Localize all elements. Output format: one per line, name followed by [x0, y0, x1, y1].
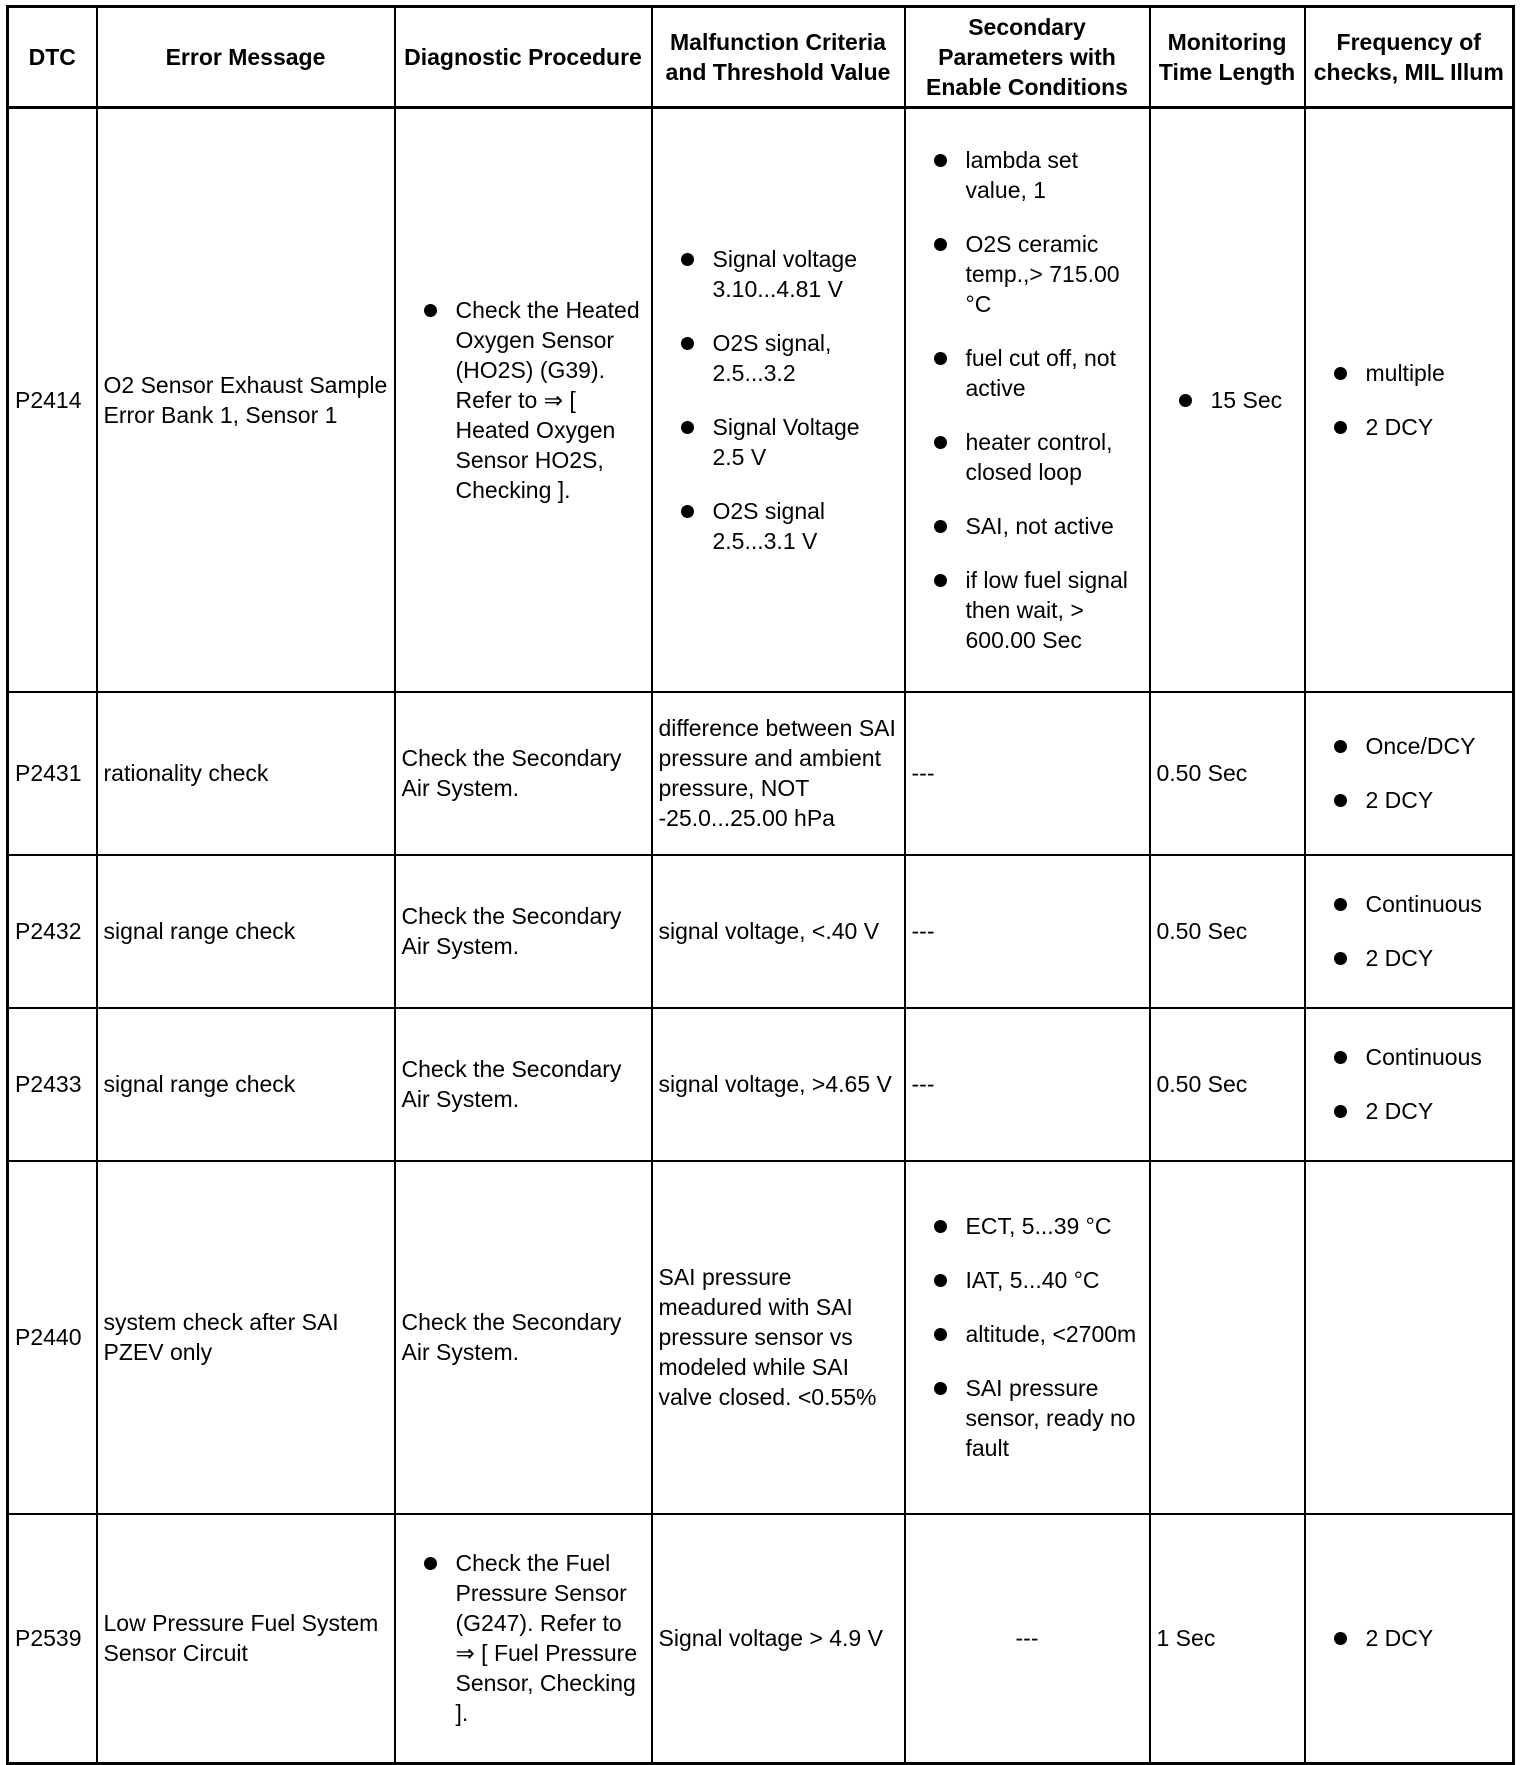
list-item: O2S ceramic temp.,> 715.00 °C — [912, 229, 1143, 319]
list-item: fuel cut off, not active — [912, 343, 1143, 403]
monitoring-time-cell — [1150, 108, 1305, 692]
frequency-cell — [1305, 1514, 1514, 1764]
bullet-icon — [424, 1557, 437, 1570]
bullet-icon — [934, 238, 947, 251]
list-item: Continuous — [1312, 1042, 1507, 1072]
error-message-cell: rationality check — [97, 692, 395, 855]
bullet-list — [912, 145, 1143, 655]
list-item: Continuous — [1312, 889, 1507, 919]
bullet-icon — [681, 253, 694, 266]
frequency-cell — [1305, 108, 1514, 692]
frequency-cell — [1305, 855, 1514, 1008]
error-message-cell: signal range check — [97, 1008, 395, 1161]
monitoring-time-cell: 1 Sec — [1150, 1514, 1305, 1764]
header-error-message: Error Message — [97, 7, 395, 108]
bullet-icon — [424, 304, 437, 317]
bullet-icon — [1334, 898, 1347, 911]
error-message-cell: O2 Sensor Exhaust Sample Error Bank 1, Sensor 1 — [97, 108, 395, 692]
malfunction-criteria-cell: signal voltage, <.40 V — [652, 855, 905, 1008]
secondary-parameters-cell: --- — [905, 1514, 1150, 1764]
bullet-list — [912, 1211, 1143, 1463]
bullet-icon — [1334, 952, 1347, 965]
list-item: O2S signal 2.5...3.1 V — [659, 496, 898, 556]
header-secondary-parameters: Secondary Parameters with Enable Conditions — [905, 7, 1150, 108]
header-diagnostic-procedure: Diagnostic Procedure — [395, 7, 652, 108]
monitoring-time-cell: 0.50 Sec — [1150, 692, 1305, 855]
list-item: SAI, not active — [912, 511, 1143, 541]
bullet-icon — [934, 154, 947, 167]
bullet-icon — [681, 337, 694, 350]
secondary-parameters-cell: --- — [905, 855, 1150, 1008]
diagnostic-procedure-cell: Check the Secondary Air System. — [395, 855, 652, 1008]
bullet-list — [1157, 385, 1298, 415]
bullet-icon — [934, 520, 947, 533]
dtc-table — [6, 5, 1515, 1765]
table-row-p2433 — [8, 1008, 1514, 1161]
bullet-list — [402, 295, 645, 505]
bullet-icon — [1334, 794, 1347, 807]
list-item: 2 DCY — [1312, 943, 1507, 973]
secondary-parameters-cell: --- — [905, 692, 1150, 855]
bullet-list — [1312, 1042, 1507, 1126]
dtc-cell: P2433 — [8, 1008, 97, 1161]
bullet-list — [659, 244, 898, 556]
error-message-cell: Low Pressure Fuel System Sensor Circuit — [97, 1514, 395, 1764]
diagnostic-procedure-cell: Check the Secondary Air System. — [395, 1161, 652, 1514]
frequency-cell — [1305, 1161, 1514, 1514]
bullet-icon — [934, 1274, 947, 1287]
malfunction-criteria-cell: signal voltage, >4.65 V — [652, 1008, 905, 1161]
bullet-icon — [1334, 740, 1347, 753]
table-row-p2432 — [8, 855, 1514, 1008]
bullet-icon — [681, 505, 694, 518]
bullet-icon — [934, 1328, 947, 1341]
frequency-cell — [1305, 1008, 1514, 1161]
dtc-cell: P2431 — [8, 692, 97, 855]
bullet-list — [1312, 889, 1507, 973]
bullet-icon — [934, 1382, 947, 1395]
diagnostic-procedure-cell — [395, 1514, 652, 1764]
list-item: ECT, 5...39 °C — [912, 1211, 1143, 1241]
bullet-icon — [1334, 1105, 1347, 1118]
list-item: Signal Voltage 2.5 V — [659, 412, 898, 472]
list-item: 2 DCY — [1312, 412, 1507, 442]
bullet-icon — [1334, 367, 1347, 380]
header-monitoring-time: Monitoring Time Length — [1150, 7, 1305, 108]
header-dtc: DTC — [8, 7, 97, 108]
malfunction-criteria-cell: difference between SAI pressure and ambient pressure, NOT -25.0...25.00 hPa — [652, 692, 905, 855]
bullet-list — [1312, 358, 1507, 442]
bullet-icon — [1334, 1632, 1347, 1645]
bullet-icon — [934, 436, 947, 449]
list-item: O2S signal, 2.5...3.2 — [659, 328, 898, 388]
list-item: 2 DCY — [1312, 1096, 1507, 1126]
table-row-p2431 — [8, 692, 1514, 855]
dtc-cell: P2440 — [8, 1161, 97, 1514]
bullet-icon — [1334, 421, 1347, 434]
dtc-cell: P2414 — [8, 108, 97, 692]
list-item: 2 DCY — [1312, 1623, 1507, 1653]
secondary-parameters-cell — [905, 108, 1150, 692]
list-item: heater control, closed loop — [912, 427, 1143, 487]
monitoring-time-cell: 0.50 Sec — [1150, 1008, 1305, 1161]
bullet-list — [402, 1548, 645, 1728]
error-message-cell: signal range check — [97, 855, 395, 1008]
malfunction-criteria-cell: SAI pressure meadured with SAI pressure sensor vs modeled while SAI valve closed. <0.55% — [652, 1161, 905, 1514]
diagnostic-procedure-cell: Check the Secondary Air System. — [395, 692, 652, 855]
bullet-icon — [681, 421, 694, 434]
secondary-parameters-cell — [905, 1161, 1150, 1514]
list-item: 2 DCY — [1312, 785, 1507, 815]
diagnostic-procedure-cell — [395, 108, 652, 692]
list-item: multiple — [1312, 358, 1507, 388]
list-item: Check the Fuel Pressure Sensor (G247). Refer to ⇒ [ Fuel Pressure Sensor, Checking ]. — [402, 1548, 645, 1728]
bullet-icon — [934, 1220, 947, 1233]
list-item: lambda set value, 1 — [912, 145, 1143, 205]
malfunction-criteria-cell — [652, 108, 905, 692]
bullet-icon — [934, 574, 947, 587]
dtc-cell: P2539 — [8, 1514, 97, 1764]
table-row-p2440 — [8, 1161, 1514, 1514]
header-row — [8, 7, 1514, 108]
monitoring-time-cell: 0.50 Sec — [1150, 855, 1305, 1008]
bullet-list — [1312, 731, 1507, 815]
bullet-icon — [934, 352, 947, 365]
secondary-parameters-cell: --- — [905, 1008, 1150, 1161]
table-row-p2414 — [8, 108, 1514, 692]
header-malfunction-criteria: Malfunction Criteria and Threshold Value — [652, 7, 905, 108]
list-item: Check the Heated Oxygen Sensor (HO2S) (G39). Refer to ⇒ [ Heated Oxygen Sensor HO2S, Checking ]. — [402, 295, 645, 505]
bullet-icon — [1179, 394, 1192, 407]
list-item: Once/DCY — [1312, 731, 1507, 761]
error-message-cell: system check after SAI PZEV only — [97, 1161, 395, 1514]
monitoring-time-cell — [1150, 1161, 1305, 1514]
table-row-p2539 — [8, 1514, 1514, 1764]
list-item: Signal voltage 3.10...4.81 V — [659, 244, 898, 304]
list-item: altitude, <2700m — [912, 1319, 1143, 1349]
bullet-icon — [1334, 1051, 1347, 1064]
header-frequency: Frequency of checks, MIL Illum — [1305, 7, 1514, 108]
diagnostic-procedure-cell: Check the Secondary Air System. — [395, 1008, 652, 1161]
list-item: if low fuel signal then wait, > 600.00 Sec — [912, 565, 1143, 655]
bullet-list — [1312, 1623, 1507, 1653]
list-item: IAT, 5...40 °C — [912, 1265, 1143, 1295]
malfunction-criteria-cell: Signal voltage > 4.9 V — [652, 1514, 905, 1764]
dtc-cell: P2432 — [8, 855, 97, 1008]
frequency-cell — [1305, 692, 1514, 855]
list-item: SAI pressure sensor, ready no fault — [912, 1373, 1143, 1463]
list-item: 15 Sec — [1157, 385, 1298, 415]
